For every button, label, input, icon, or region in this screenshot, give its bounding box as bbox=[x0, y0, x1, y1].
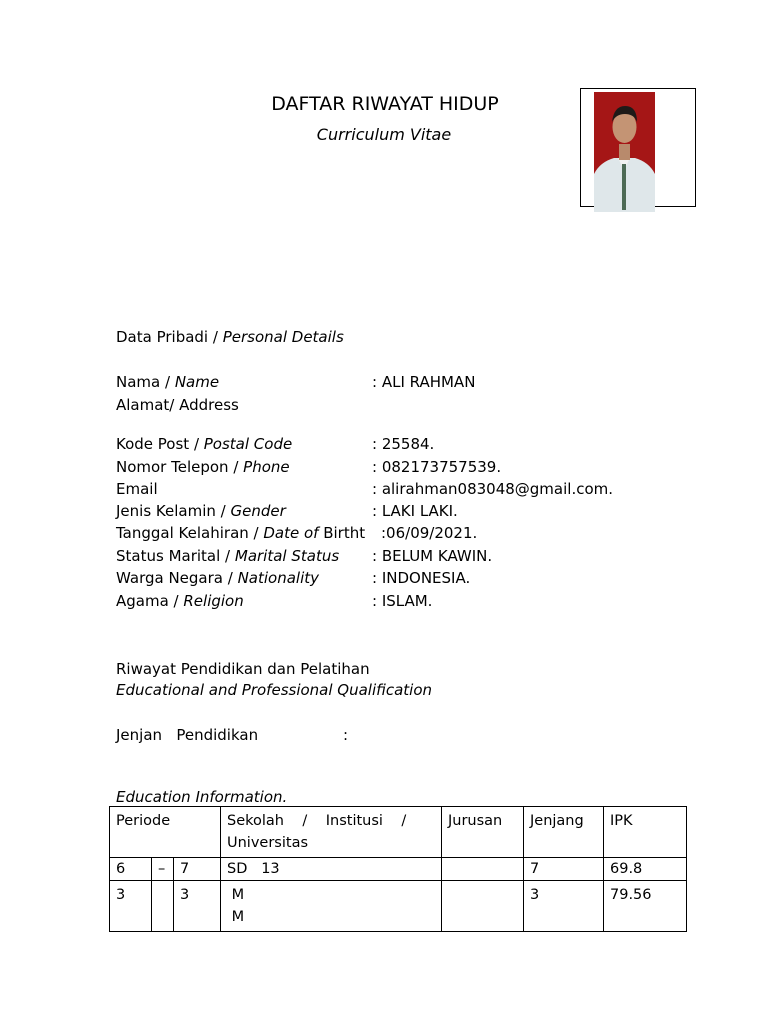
header-jenjang: Jenjang bbox=[524, 807, 604, 858]
education-level-colon: : bbox=[343, 726, 349, 744]
field-value-marital-status: : BELUM KAWIN. bbox=[372, 547, 493, 565]
cell-start: 3 bbox=[110, 881, 152, 932]
cell-end: 3 bbox=[174, 881, 221, 932]
cell-ipk: 69.8 bbox=[604, 858, 687, 881]
photo-frame bbox=[580, 88, 696, 207]
education-section-heading-en: Educational and Professional Qualification bbox=[116, 681, 433, 699]
field-value-gender: : LAKI LAKI. bbox=[372, 502, 458, 520]
personal-section-heading: Data Pribadi / Personal Details bbox=[116, 328, 344, 346]
field-label-name: Nama / Name bbox=[116, 373, 220, 391]
field-value-name: : ALI RAHMAN bbox=[372, 373, 476, 391]
cell-ipk: 79.56 bbox=[604, 881, 687, 932]
field-value-religion: : ISLAM. bbox=[372, 592, 433, 610]
education-level-label: Jenjan Pendidikan bbox=[116, 726, 259, 744]
person-portrait-icon bbox=[594, 92, 655, 212]
cell-level: 3 bbox=[524, 881, 604, 932]
document-subtitle: Curriculum Vitae bbox=[316, 125, 452, 144]
field-label-gender: Jenis Kelamin / Gender bbox=[116, 502, 286, 520]
header-periode: Periode bbox=[110, 807, 221, 858]
field-label-nationality: Warga Negara / Nationality bbox=[116, 569, 320, 587]
header-sekolah: Sekolah / Institusi / Universitas bbox=[221, 807, 442, 858]
cell-start: 6 bbox=[110, 858, 152, 881]
field-value-phone: : 082173757539. bbox=[372, 458, 502, 476]
cell-end: 7 bbox=[174, 858, 221, 881]
cell-major bbox=[442, 858, 524, 881]
header-ipk: IPK bbox=[604, 807, 687, 858]
field-value-nationality: : INDONESIA. bbox=[372, 569, 471, 587]
education-table bbox=[109, 806, 687, 932]
cell-level: 7 bbox=[524, 858, 604, 881]
table-row bbox=[110, 858, 687, 881]
field-label-birth-date: Tanggal Kelahiran / Date of Birtht bbox=[116, 524, 366, 542]
profile-photo bbox=[594, 92, 655, 212]
cell-school: SD 13 bbox=[221, 858, 442, 881]
education-info-title: Education Information. bbox=[116, 788, 288, 806]
field-label-email: Email bbox=[116, 480, 158, 498]
field-value-birth-date: :06/09/2021. bbox=[381, 524, 478, 542]
field-value-email: : alirahman083048@gmail.com. bbox=[372, 480, 614, 498]
header-jurusan: Jurusan bbox=[442, 807, 524, 858]
education-section-heading: Riwayat Pendidikan dan Pelatihan bbox=[116, 660, 370, 678]
table-row bbox=[110, 881, 687, 932]
field-label-phone: Nomor Telepon / Phone bbox=[116, 458, 290, 476]
field-label-address: Alamat/ Address bbox=[116, 396, 239, 414]
field-label-religion: Agama / Religion bbox=[116, 592, 244, 610]
cell-major bbox=[442, 881, 524, 932]
cell-dash: – bbox=[152, 858, 174, 881]
cell-dash bbox=[152, 881, 174, 932]
field-label-postal-code: Kode Post / Postal Code bbox=[116, 435, 293, 453]
document-title: DAFTAR RIWAYAT HIDUP bbox=[271, 93, 499, 115]
field-value-postal-code: : 25584. bbox=[372, 435, 435, 453]
table-header-row bbox=[110, 807, 687, 858]
field-label-marital-status: Status Marital / Marital Status bbox=[116, 547, 340, 565]
cell-school: M M bbox=[221, 881, 442, 932]
